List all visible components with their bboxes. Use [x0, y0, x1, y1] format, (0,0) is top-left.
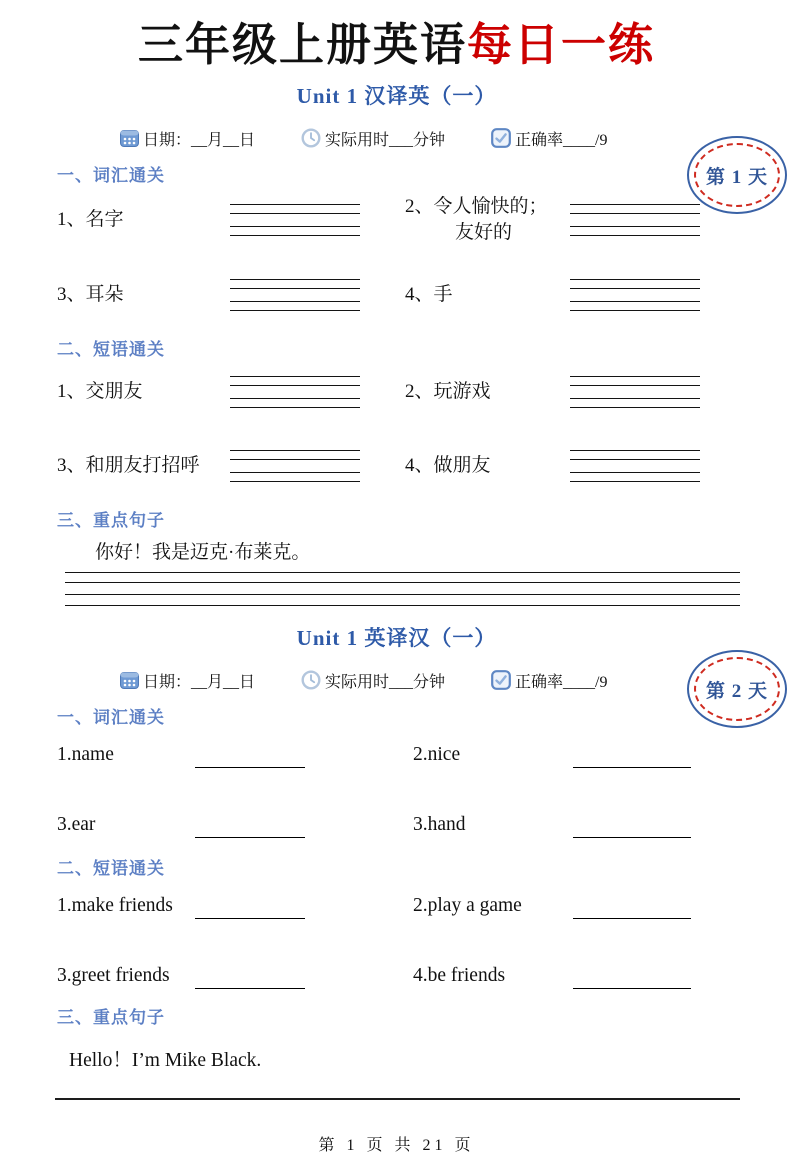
s1-vocab-row-2	[57, 271, 740, 319]
answer-blank	[573, 895, 691, 919]
day-1-badge	[687, 136, 787, 214]
day-2-badge-label: 第 2 天	[705, 680, 768, 702]
accuracy-label: 正确率____/9	[515, 131, 608, 149]
s1-phrase-item-1: 1、交朋友	[57, 381, 143, 403]
s1-vocab-row-1	[57, 194, 740, 245]
s1-phrase-row-2	[57, 442, 740, 490]
answer-blank	[573, 814, 691, 838]
time-label: 实际用时___分钟	[325, 131, 446, 149]
s2-vocab-header: 一、词汇通关	[57, 708, 165, 728]
clock-icon	[301, 128, 321, 148]
s1-phrase-item-4: 4、做朋友	[405, 455, 491, 477]
s1-phrase-item-2: 2、玩游戏	[405, 381, 491, 403]
section-day1	[0, 80, 793, 606]
s2-vocab-item-4: 3.hand	[413, 813, 466, 835]
page-title-black: 三年级上册英语	[137, 18, 467, 71]
meta-row-day1	[0, 125, 793, 151]
writing-grid	[570, 279, 700, 311]
s2-vocab-row-1	[57, 740, 740, 768]
meta-row-day2	[0, 667, 793, 693]
page-title-red: 每日一练	[467, 18, 656, 71]
date-field	[120, 669, 255, 692]
s2-phrase-header: 二、短语通关	[57, 859, 165, 879]
accuracy-label: 正确率____/9	[515, 673, 608, 691]
s2-phrase-item-1: 1.make friends	[57, 894, 173, 916]
s1-vocab-item-2	[360, 194, 570, 245]
time-field	[301, 127, 445, 150]
answer-blank	[573, 965, 691, 989]
s2-phrase-item-2: 2.play a game	[413, 894, 522, 916]
writing-grid	[230, 279, 360, 311]
writing-grid	[230, 376, 360, 408]
s1-vocab-header: 一、词汇通关	[57, 166, 165, 185]
unit1-hanyiying-title: Unit 1 汉译英（一）	[296, 84, 497, 108]
writing-grid	[570, 376, 700, 408]
s1-phrase-item-3: 3、和朋友打招呼	[57, 455, 200, 477]
s1-vocab-item-2-line1: 2、令人愉快的；	[405, 196, 548, 217]
sentence-answer-line	[55, 1098, 740, 1100]
s2-sentence-text: Hello！I’m Mike Black.	[69, 1050, 262, 1072]
s2-vocab-item-3: 3.ear	[57, 813, 96, 835]
calendar-icon	[120, 130, 139, 147]
answer-blank	[195, 744, 305, 768]
calendar-icon	[120, 672, 139, 689]
s2-sentence-header: 三、重点句子	[57, 1008, 165, 1028]
s2-vocab-item-1: 1.name	[57, 743, 114, 765]
s2-phrase-row-1	[57, 891, 740, 919]
s1-phrase-header: 二、短语通关	[57, 340, 165, 360]
s1-vocab-item-4: 4、手	[405, 284, 453, 306]
accuracy-field	[491, 127, 607, 150]
checkbox-icon	[491, 128, 511, 148]
date-label: 日期：__月__日	[143, 673, 256, 691]
clock-icon	[301, 670, 321, 690]
writing-grid	[570, 204, 700, 236]
day-2-badge	[687, 650, 787, 728]
writing-grid	[230, 450, 360, 482]
answer-blank	[195, 814, 305, 838]
s1-sentence-header: 三、重点句子	[57, 511, 165, 531]
s2-phrase-row-2	[57, 961, 740, 989]
s1-sentence-text: 你好！我是迈克·布莱克。	[95, 542, 311, 564]
answer-blank	[195, 895, 305, 919]
day-1-badge-label: 第 1 天	[705, 166, 768, 188]
page-number-footer: 第 1 页 共 21 页	[318, 1137, 475, 1155]
writing-grid	[230, 204, 360, 236]
time-label: 实际用时___分钟	[325, 673, 446, 691]
s2-vocab-row-2	[57, 810, 740, 838]
checkbox-icon	[491, 670, 511, 690]
s1-vocab-item-2-line2: 友好的	[455, 221, 513, 243]
accuracy-field	[491, 669, 607, 692]
s2-phrase-item-3: 3.greet friends	[57, 964, 170, 986]
date-label: 日期：__月__日	[143, 131, 256, 149]
sentence-writing-grid	[65, 572, 740, 606]
answer-blank	[573, 744, 691, 768]
writing-grid	[570, 450, 700, 482]
section-day2	[0, 622, 793, 1155]
date-field	[120, 127, 255, 150]
s1-vocab-item-1: 1、名字	[57, 208, 124, 230]
s1-vocab-item-3: 3、耳朵	[57, 284, 124, 306]
unit1-yingyihan-title: Unit 1 英译汉（一）	[296, 626, 497, 651]
time-field	[301, 669, 445, 692]
page-title	[0, 0, 793, 72]
s1-phrase-row-1	[57, 368, 740, 416]
answer-blank	[195, 965, 305, 989]
s2-vocab-item-2: 2.nice	[413, 743, 461, 765]
s2-phrase-item-4: 4.be friends	[413, 964, 506, 986]
